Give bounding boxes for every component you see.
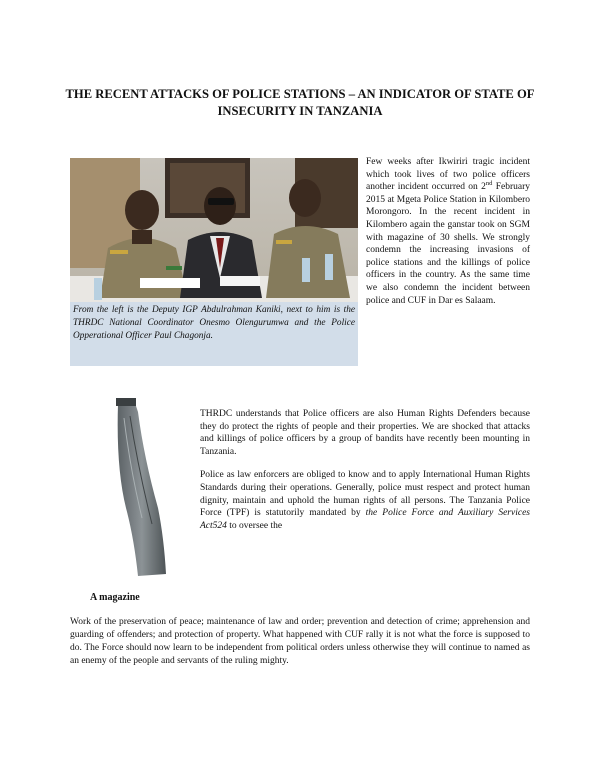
- middle-paragraph-2-end: to oversee the: [226, 520, 283, 531]
- magazine-picture: [108, 398, 170, 578]
- magazine-label: A magazine: [90, 592, 140, 603]
- act-name: the Police Force and Auxiliary Services Act524: [200, 508, 530, 531]
- middle-paragraph-1: THRDC understands that Police officers are also Human Rights Defenders because they do protect the rights of people and their properties. We are shocked that attacks and killings of police officers by a group of bandits have recently been mounting in Tanzania.: [200, 409, 530, 457]
- photo-caption: From the left is the Deputy IGP Abdulrahman Kaniki, next to him is the THRDC National Coordinator Onesmo Olengurumwa and the Police Opperational Officer Paul Chagonja.: [70, 302, 358, 366]
- date-superscript: nd: [485, 180, 493, 188]
- magazine-image: [108, 398, 170, 578]
- middle-paragraph-2: [200, 469, 530, 532]
- right-column-text: [366, 156, 530, 307]
- right-column-part1: Few weeks after Ikwiriri tragic incident which took lives of two police officers another incident occurred on 2: [366, 157, 530, 193]
- page-title: THE RECENT ATTACKS OF POLICE STATIONS – AN INDICATOR OF STATE OF INSECURITY IN TANZANIA: [65, 87, 535, 118]
- meeting-photo: [70, 158, 358, 302]
- right-column-part2: February 2015 at Mgeta Police Station in Kilombero Morongoro. In the recent incident in Kilombero again the ganstar took on SGM with magazine of 30 shells. We strongly condemn the increasing invasions of police stations and the killings of police officers in the country. As the same time we also condemn the incident between police and CUF in Dar es Salaam.: [366, 182, 530, 306]
- middle-paragraph-2-start: Police as law enforcers are obliged to know and to apply International Human Rights Standards during their operations. Generally, police must respect and protect human dignity, maintain and uphold the human rights of all persons. The Tanzania Police Force (TPF) is statutorily mandated by: [200, 470, 530, 519]
- meeting-photo-image: [70, 158, 358, 302]
- bottom-paragraph: Work of the preservation of peace; maintenance of law and order; prevention and detection of crime; apprehension and guarding of offenders; and protection of property. What happened with CUF rally it is not what the force is supposed to do. The Force should now learn to be independent from political orders unless otherwise they will continue to named as an enemy of the people and servants of the ruling mighty.: [70, 617, 530, 666]
- middle-column-text: [200, 408, 530, 543]
